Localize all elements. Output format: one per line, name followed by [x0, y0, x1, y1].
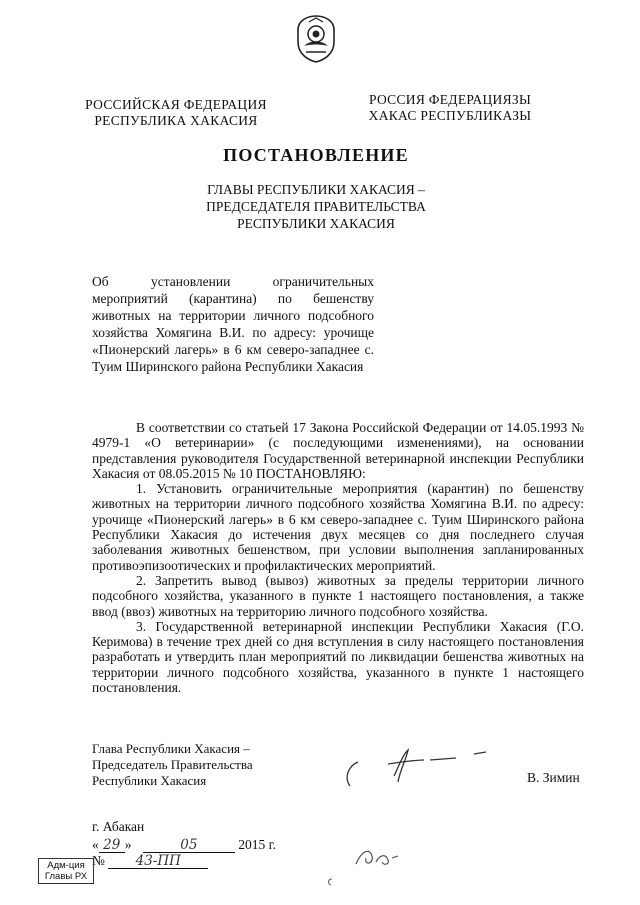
pen-mark: [325, 877, 335, 887]
signatory-line1: Глава Республики Хакасия –: [92, 741, 250, 756]
body-item-2: 2. Запретить вывод (вывоз) животных за пределы территории личного подсобного хозяйства, указанного в пункте 1 настоящего постановления, а также ввод (ввоз) животных на территорию личного подсобного хозяйства.: [92, 572, 584, 619]
body-item-1: 1. Установить ограничительные мероприятия (карантин) по бешенству животных на территории личного подсобного хозяйства Хомягина В.И. по адресу: урочище «Пионерский лагерь» в 6 км северо-западнее с. Туим Ширинского района Республики Хакасия до истечения двух месяцев со дня последнего случая заболевания животных бешенством, при условии выполнения запланированных противоэпизоотических и профилактических мероприятий.: [92, 481, 584, 573]
stamp-line1: Адм-ция: [47, 860, 85, 871]
document-body: [92, 420, 584, 695]
document-subject: Об установлении ограничительных мероприятий (карантина) по бешенству животных на территории личного подсобного хозяйства Хомягина В.И. по адресу: урочище «Пионерский лагерь» в 6 км северо-западнее с. Туим Ширинского района Республики Хакасия: [92, 274, 374, 374]
signatory-line3: Республики Хакасия: [92, 773, 207, 788]
city: г. Абакан: [92, 819, 145, 834]
header-left-line1: РОССИЙСКАЯ ФЕДЕРАЦИЯ: [85, 97, 267, 112]
document-date: [92, 837, 276, 853]
date-month: 05: [143, 838, 235, 853]
date-year: 2015 г.: [238, 837, 277, 852]
stamp-line2: Главы РХ: [44, 871, 88, 882]
header-left-line2: РЕСПУБЛИКА ХАКАСИЯ: [94, 113, 258, 128]
handwritten-initials: [352, 842, 402, 870]
handwritten-signature: [336, 742, 496, 792]
number-prefix: №: [92, 853, 105, 868]
subtitle-line2: ПРЕДСЕДАТЕЛЯ ПРАВИТЕЛЬСТВА: [206, 199, 426, 214]
signatory-name: В. Зимин: [527, 770, 580, 785]
administration-stamp: [38, 858, 94, 884]
date-close-quote: »: [124, 837, 132, 852]
subtitle-line1: ГЛАВЫ РЕСПУБЛИКИ ХАКАСИЯ –: [207, 182, 425, 197]
header-right-line2: ХАКАС РЕСПУБЛИКАЗЫ: [368, 108, 532, 123]
header-right: [360, 92, 540, 124]
header-right-line1: РОССИЯ ФЕДЕРАЦИЯЗЫ: [368, 92, 532, 107]
date-open-quote: «: [92, 837, 99, 852]
signatory-line2: Председатель Правительства: [92, 757, 253, 772]
body-item-3: 3. Государственной ветеринарной инспекции Республики Хакасия (Г.О. Керимова) в течение трех дней со дня вступления в силу настоящего постановления разработать и утвердить план мероприятий по ликвидации бешенства животных на территории личного подсобного хозяйства, указанного в пункте 1 настоящего постановления.: [92, 618, 584, 696]
date-day: 29: [99, 838, 125, 853]
document-number: [92, 853, 208, 869]
document-title: ПОСТАНОВЛЕНИЕ: [223, 145, 409, 165]
signatory-title: [92, 741, 312, 789]
subtitle-line3: РЕСПУБЛИКИ ХАКАСИЯ: [237, 216, 395, 231]
document-subtitle: [0, 181, 632, 232]
coat-of-arms-icon: [294, 14, 338, 64]
number-value: 43-ПП: [108, 854, 208, 869]
header-left: [76, 97, 276, 129]
body-preamble: В соответствии со статьей 17 Закона Российской Федерации от 14.05.1993 № 4979-1 «О ветеринарии» (с последующими изменениями), на основании представления руководителя Государственной ветеринарной инспекции Республики Хакасия от 08.05.2015 № 10 ПОСТАНОВЛЯЮ:: [92, 420, 584, 481]
